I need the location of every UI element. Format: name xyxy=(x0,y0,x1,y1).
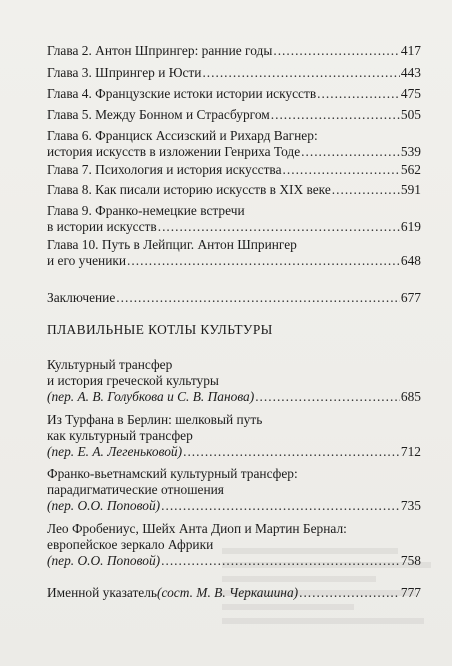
toc-entry-conclusion[interactable] xyxy=(47,290,421,306)
translator-credit: (пер. Е. А. Легеньковой) xyxy=(47,444,183,459)
leader-dots xyxy=(273,43,400,59)
toc-entry-title: Глава 8. Как писали историю искусств в XIX веке xyxy=(47,182,331,197)
translator-credit: (пер. А. В. Голубкова и С. В. Панова) xyxy=(47,389,255,404)
toc-entry-chapter-5[interactable] xyxy=(47,107,421,123)
section-heading: ПЛАВИЛЬНЫЕ КОТЛЫ КУЛЬТУРЫ xyxy=(47,322,273,337)
leader-dots xyxy=(183,444,400,460)
translator-credit: (пер. О.О. Поповой) xyxy=(47,553,161,568)
toc-entry-title-cont: в истории искусств xyxy=(47,219,157,234)
page-number: 758 xyxy=(400,553,421,568)
page-number: 619 xyxy=(400,219,421,234)
toc-entry-title: Глава 2. Антон Шпрингер: ранние годы xyxy=(47,43,273,58)
page-number: 539 xyxy=(400,144,421,159)
toc-entry-title: Именной указатель xyxy=(47,585,158,600)
page-number: 562 xyxy=(400,162,421,177)
toc-entry-chapter-7[interactable] xyxy=(47,162,421,178)
leader-dots xyxy=(161,553,400,569)
leader-dots xyxy=(332,182,400,198)
toc-entry-title: Глава 4. Французские истоки истории искусств xyxy=(47,86,317,101)
toc-entry-title-cont: парадигматические отношения xyxy=(47,482,224,497)
toc-entry-chapter-9[interactable] xyxy=(47,203,421,235)
toc-entry-title: Заключение xyxy=(47,290,116,305)
toc-entry-title: Глава 5. Между Бонном и Страсбургом xyxy=(47,107,270,122)
toc-entry-chapter-3[interactable] xyxy=(47,65,421,81)
leader-dots xyxy=(317,86,400,102)
page-number: 443 xyxy=(400,65,421,80)
toc-entry-index[interactable] xyxy=(47,585,421,601)
toc-entry-title: Глава 6. Франциск Ассизский и Рихард Вагнер: xyxy=(47,128,318,143)
page-number: 777 xyxy=(400,585,421,600)
toc-entry-title-cont: история искусств в изложении Генриха Тоде xyxy=(47,144,301,159)
toc-entry-chapter-10[interactable] xyxy=(47,237,421,269)
toc-entry-title: Культурный трансфер xyxy=(47,357,173,372)
translator-credit: (пер. О.О. Поповой) xyxy=(47,498,161,513)
toc-entry-chapter-2[interactable] xyxy=(47,43,421,59)
leader-dots xyxy=(283,162,400,178)
toc-entry-essay-3[interactable] xyxy=(47,466,421,514)
page-number: 417 xyxy=(400,43,421,58)
leader-dots xyxy=(161,498,400,514)
toc-entry-title-cont: и его ученики xyxy=(47,253,127,268)
leader-dots xyxy=(271,107,400,123)
page-number: 475 xyxy=(400,86,421,101)
toc-entry-chapter-8[interactable] xyxy=(47,182,421,198)
leader-dots xyxy=(299,585,400,601)
leader-dots xyxy=(158,219,400,235)
toc-entry-title-cont: и история греческой культуры xyxy=(47,373,219,388)
toc-entry-title: Франко-вьетнамский культурный трансфер: xyxy=(47,466,298,481)
toc-entry-essay-1[interactable] xyxy=(47,357,421,405)
toc-entry-title: Глава 9. Франко-немецкие встречи xyxy=(47,203,245,218)
toc-entry-chapter-6[interactable] xyxy=(47,128,421,160)
leader-dots xyxy=(127,253,400,269)
toc-entry-chapter-4[interactable] xyxy=(47,86,421,102)
page-number: 505 xyxy=(400,107,421,122)
toc-entry-title: Глава 7. Психология и история искусства xyxy=(47,162,282,177)
toc-entry-title: Лео Фробениус, Шейх Анта Диоп и Мартин Бернал: xyxy=(47,521,347,536)
leader-dots xyxy=(202,65,399,81)
page-number: 712 xyxy=(400,444,421,459)
toc-entry-essay-2[interactable] xyxy=(47,412,421,460)
toc-entry-title-cont: как культурный трансфер xyxy=(47,428,193,443)
leader-dots xyxy=(301,144,400,160)
page-number: 648 xyxy=(400,253,421,268)
page-number: 591 xyxy=(400,182,421,197)
toc-entry-title-cont: европейское зеркало Африки xyxy=(47,537,214,552)
page-number: 735 xyxy=(400,498,421,513)
toc-entry-title: Из Турфана в Берлин: шелковый путь xyxy=(47,412,263,427)
toc-entry-title: Глава 10. Путь в Лейпциг. Антон Шпрингер xyxy=(47,237,297,252)
page-number: 677 xyxy=(400,290,421,305)
compiler-credit: (сост. М. В. Черкашина) xyxy=(157,585,299,600)
toc-entry-essay-4[interactable] xyxy=(47,521,421,569)
leader-dots xyxy=(116,290,400,306)
page-number: 685 xyxy=(400,389,421,404)
toc-entry-title: Глава 3. Шпрингер и Юсти xyxy=(47,65,202,80)
leader-dots xyxy=(255,389,400,405)
